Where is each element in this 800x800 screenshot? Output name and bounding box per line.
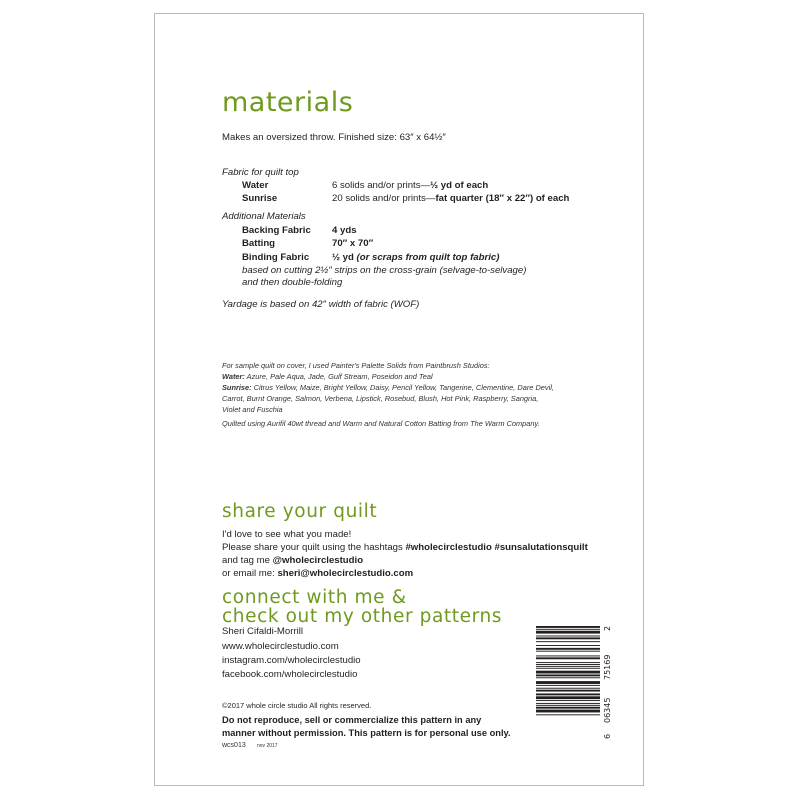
materials-title: materials	[222, 87, 354, 118]
sample-quilt-note: For sample quilt on cover, I used Painter's Palette Solids from Paintbrush Studios:	[222, 361, 490, 371]
sunrise-colors-line-1: Sunrise: Citrus Yellow, Maize, Bright Yellow, Daisy, Pencil Yellow, Tangerine, Clementine, Dare Devil,	[222, 383, 554, 393]
barcode-bar	[536, 703, 600, 704]
barcode-bar	[536, 696, 600, 699]
barcode-bar	[536, 693, 600, 695]
barcode-bars	[536, 626, 600, 715]
material-row-value: 4 yds	[332, 225, 357, 236]
instagram-link[interactable]: instagram.com/wholecirclestudio	[222, 655, 361, 666]
barcode-bar	[536, 664, 600, 665]
usage-notice-line-1: Do not reproduce, sell or commercialize this pattern in any	[222, 715, 482, 725]
fabric-quilt-top-heading: Fabric for quilt top	[222, 167, 299, 178]
fabric-row-value: 6 solids and/or prints—½ yd of each	[332, 180, 489, 191]
barcode-bar	[536, 688, 600, 689]
binding-note-line-2: and then double-folding	[242, 277, 343, 288]
additional-materials-heading: Additional Materials	[222, 211, 306, 222]
material-row-value: ½ yd (or scraps from quilt top fabric)	[332, 252, 500, 263]
barcode-bar	[536, 700, 600, 701]
fabric-row-label: Sunrise	[242, 193, 278, 204]
barcode-bar	[536, 666, 600, 667]
barcode-bar	[536, 674, 600, 676]
barcode-bar	[536, 655, 600, 656]
barcode-bar	[536, 677, 600, 678]
share-line-tag: and tag me @wholecirclestudio	[222, 555, 364, 566]
barcode-digit-left: 6	[603, 733, 612, 739]
share-title: share your quilt	[222, 501, 378, 522]
barcode-bar	[536, 629, 600, 630]
barcode-bar	[536, 651, 600, 652]
barcode-digit-right: 2	[603, 625, 612, 631]
barcode-bar	[536, 710, 600, 713]
barcode-bar	[536, 705, 600, 706]
yardage-note: Yardage is based on 42″ width of fabric (WOF)	[222, 299, 420, 310]
barcode-bar	[536, 637, 600, 639]
fabric-row-value: 20 solids and/or prints—fat quarter (18″ x 22″) of each	[332, 193, 570, 204]
connect-title: connect with me & check out my other patterns	[222, 587, 503, 627]
upc-barcode	[536, 625, 616, 740]
material-row-label: Backing Fabric	[242, 225, 311, 236]
material-row-label: Batting	[242, 238, 276, 249]
barcode-bar	[536, 626, 600, 628]
binding-note-line-1: based on cutting 2½″ strips on the cross-grain (selvage-to-selvage)	[242, 265, 527, 276]
barcode-group-1: 06345	[603, 697, 612, 723]
hashtags: #wholecirclestudio #sunsalutationsquilt	[405, 542, 588, 553]
share-line-email: or email me: sheri@wholecirclestudio.com	[222, 568, 414, 579]
pattern-date: nov 2017	[257, 743, 278, 749]
sunrise-colors-line-3: Violet and Fuschia	[222, 405, 283, 415]
barcode-bar	[536, 631, 600, 634]
share-line-1: I'd love to see what you made!	[222, 529, 352, 540]
copyright-text: ©2017 whole circle studio All rights reserved.	[222, 701, 372, 710]
quilted-note: Quilted using Aurifil 40wt thread and Warm and Natural Cotton Batting from The Warm Company.	[222, 419, 540, 429]
usage-notice-line-2: manner without permission. This pattern is for personal use only.	[222, 728, 511, 738]
email-link[interactable]: sheri@wholecirclestudio.com	[277, 568, 414, 579]
material-row-label: Binding Fabric	[242, 252, 310, 263]
barcode-bar	[536, 714, 600, 715]
author-name: Sheri Cifaldi-Morrill	[222, 626, 304, 637]
facebook-link[interactable]: facebook.com/wholecirclestudio	[222, 669, 358, 680]
material-row-value: 70″ x 70″	[332, 238, 374, 249]
barcode-bar	[536, 648, 600, 650]
pattern-code: wcs013	[222, 742, 246, 749]
instagram-handle: @wholecirclestudio	[272, 555, 364, 566]
website-link[interactable]: www.wholecirclestudio.com	[222, 641, 339, 652]
barcode-bar	[536, 707, 600, 709]
barcode-bar	[536, 685, 600, 686]
water-colors-line: Water: Azure, Pale Aqua, Jade, Gulf Stream, Poseidon and Teal	[222, 372, 433, 382]
barcode-bar	[536, 645, 600, 646]
fabric-row-label: Water	[242, 180, 269, 191]
finished-size-text: Makes an oversized throw. Finished size: 63″ x 64½″	[222, 132, 446, 143]
barcode-bar	[536, 662, 600, 663]
barcode-bar	[536, 681, 600, 684]
barcode-bar	[536, 671, 600, 674]
barcode-bar	[536, 668, 600, 669]
barcode-group-2: 75169	[603, 654, 612, 680]
share-line-hashtags: Please share your quilt using the hashtags #wholecirclestudio #sunsalutationsquilt	[222, 542, 588, 553]
barcode-bar	[536, 657, 600, 659]
barcode-bar	[536, 636, 600, 637]
barcode-bar	[536, 690, 600, 692]
sunrise-colors-line-2: Carrot, Burnt Orange, Salmon, Verbena, Lipstick, Rosebud, Blush, Hot Pink, Raspberry, Sangria,	[222, 394, 539, 404]
barcode-bar	[536, 641, 600, 642]
